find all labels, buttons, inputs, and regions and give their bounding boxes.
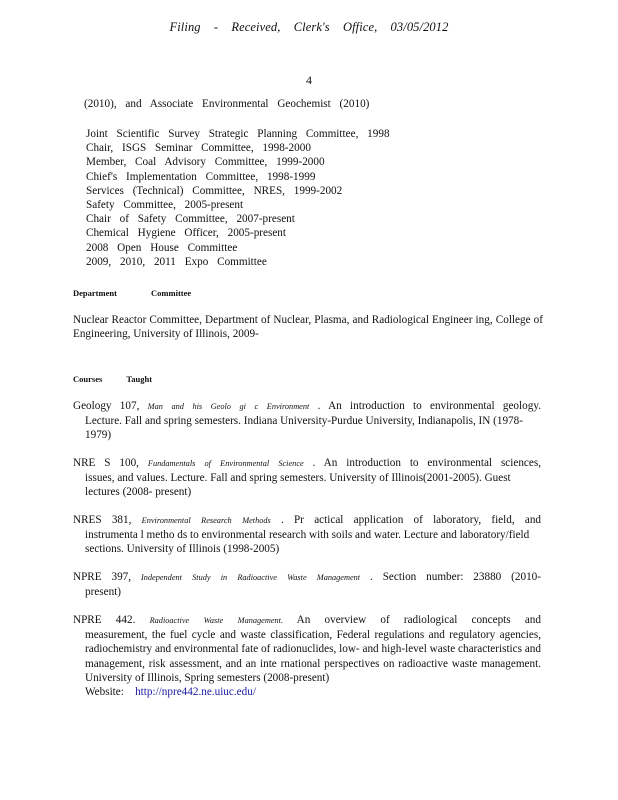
continuation-line: (2010), and Associate Environmental Geochemist (2010) xyxy=(84,98,370,110)
committee-item: Chief's Implementation Committee, 1998-1999 xyxy=(86,170,316,183)
course-first-line xyxy=(73,570,541,585)
course-title: Man and his Geolo gi c Environment xyxy=(147,402,310,411)
course-description: issues, and values. Lecture. Fall and spring semesters. University of Illinois(2001-2005). Guest lectures (2008- present) xyxy=(85,472,511,499)
website-line xyxy=(73,685,541,699)
committee-item: Safety Committee, 2005-present xyxy=(86,198,244,211)
course-description: instrumenta l metho ds to environmental research with soils and water. Lecture and laboratory/field sections. University of Illinois (1998-2005) xyxy=(85,529,530,556)
course-first-line xyxy=(73,399,541,414)
course-title: Fundamentals of Environmental Science xyxy=(147,459,304,468)
course-description: Lecture. Fall and spring semesters. Indiana University-Purdue University, Indianapolis, IN (1978-1979) xyxy=(85,415,523,442)
course-entry xyxy=(73,613,541,699)
department-committee-text: Nuclear Reactor Committee, Department of Nuclear, Plasma, and Radiological Engineer ing, College of Engineering, University of Illinois, 2009- xyxy=(73,314,543,341)
course-first-line xyxy=(73,613,541,628)
committee-item: 2008 Open House Committee xyxy=(86,241,238,254)
website-label: Website: xyxy=(85,686,124,699)
course-description: measurement, the fuel cycle and waste classification, Federal regulations and regulatory agencies, radiochemistry and environmental fate of radionuclides, low- and high-level waste characteristics and management, risk assessment, and an inte rnational perspectives on radioactive waste management. University of Illinois, Spring semesters (2008-present) xyxy=(85,629,541,684)
course-code: NRE S 100, xyxy=(73,457,139,469)
heading-word: Taught xyxy=(126,374,153,384)
course-entry xyxy=(73,399,541,443)
heading-word: Department xyxy=(73,288,117,298)
committee-item: 2009, 2010, 2011 Expo Committee xyxy=(86,255,267,268)
course-description-start: An overview of radiological concepts and xyxy=(296,614,541,626)
course-first-line xyxy=(73,456,541,471)
filing-header: Filing - Received, Clerk's Office, 03/05/2012 xyxy=(169,20,449,34)
courses-taught-heading xyxy=(73,374,152,384)
course-code: NPRE 397, xyxy=(73,571,132,583)
committee-item: Services (Technical) Committee, NRES, 1999-2002 xyxy=(86,184,343,197)
committee-list xyxy=(86,127,506,269)
course-description-start: . Section number: 23880 (2010- xyxy=(370,571,541,583)
course-code: NRES 381, xyxy=(73,514,132,526)
heading-word: Committee xyxy=(151,288,192,298)
course-title: Environmental Research Methods xyxy=(141,516,271,525)
committee-item: Chemical Hygiene Officer, 2005-present xyxy=(86,227,287,240)
course-code: NPRE 442. xyxy=(73,614,136,626)
course-description-start: . An introduction to environmental geology. xyxy=(317,400,541,412)
page-number: 4 xyxy=(306,73,312,87)
course-entry xyxy=(73,456,541,500)
course-title: Radioactive Waste Management. xyxy=(149,616,284,625)
committee-item: Chair, ISGS Seminar Committee, 1998-2000 xyxy=(86,142,311,155)
course-description: present) xyxy=(85,586,122,599)
course-code: Geology 107, xyxy=(73,400,140,412)
course-title: Independent Study in Radioactive Waste Management xyxy=(140,573,361,582)
website-link[interactable]: http://npre442.ne.uiuc.edu/ xyxy=(135,686,256,699)
course-entry xyxy=(73,513,541,557)
committee-item: Chair of Safety Committee, 2007-present xyxy=(86,213,295,226)
committee-item: Member, Coal Advisory Committee, 1999-2000 xyxy=(86,156,325,169)
course-entry xyxy=(73,570,541,599)
committee-item: Joint Scientific Survey Strategic Planning Committee, 1998 xyxy=(86,128,390,140)
course-description-start: . An introduction to environmental sciences, xyxy=(312,457,542,469)
course-description-start: . Pr actical application of laboratory, field, and xyxy=(281,514,542,526)
heading-word: Courses xyxy=(73,374,103,384)
department-committee-heading xyxy=(73,288,191,298)
course-first-line xyxy=(73,513,541,528)
